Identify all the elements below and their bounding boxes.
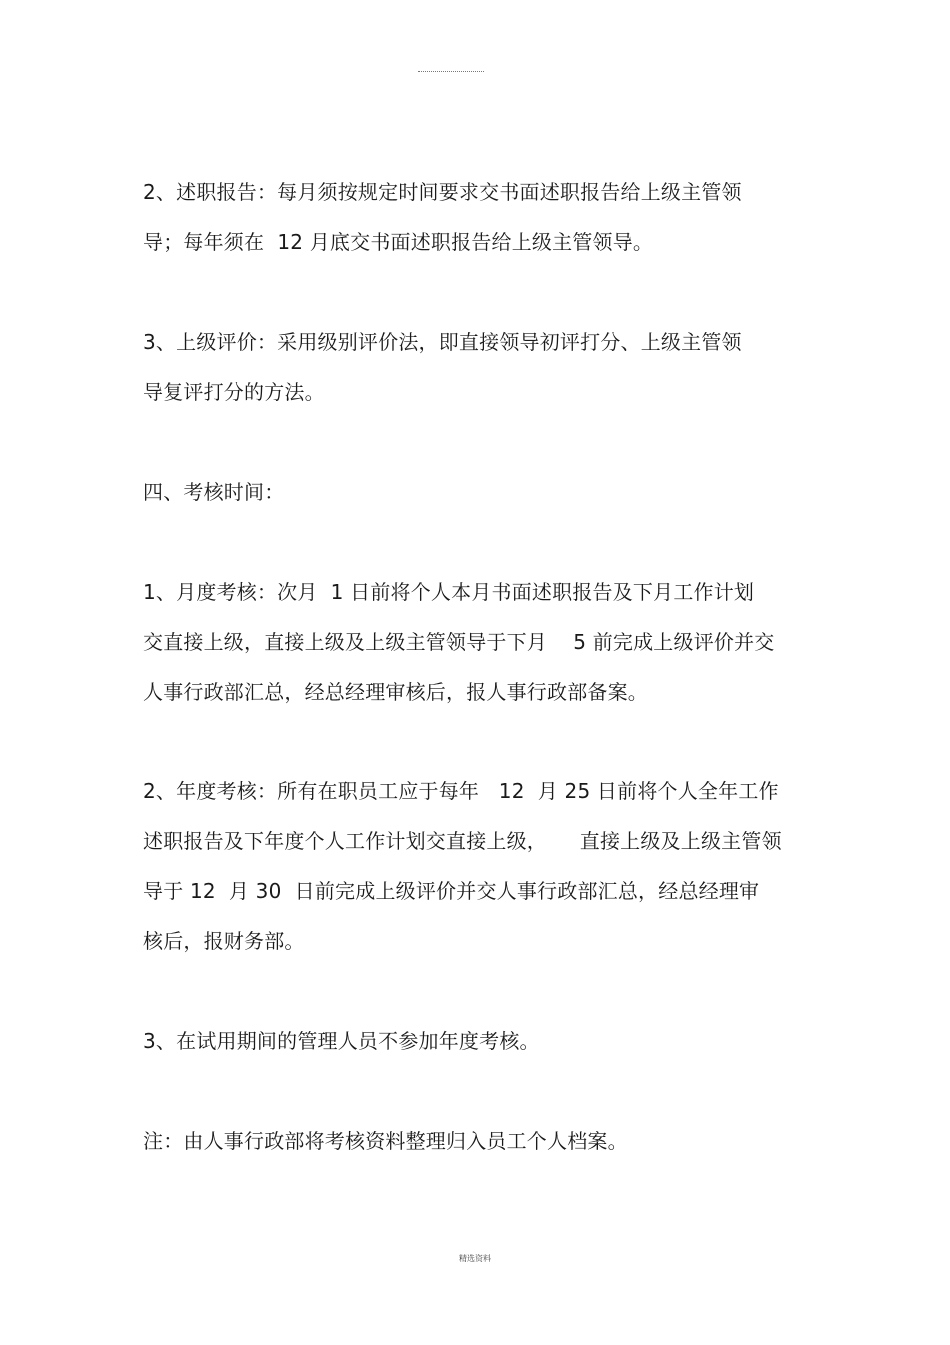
paragraph-line: 2、述职报告：每月须按规定时间要求交书面述职报告给上级主管领 (143, 180, 742, 204)
paragraph-line: 3、上级评价：采用级别评价法，即直接领导初评打分、上级主管领 (143, 330, 742, 354)
paragraph-line: 导于 12 月 30 日前完成上级评价并交人事行政部汇总，经总经理审 (143, 879, 760, 903)
section-heading: 四、考核时间： (143, 480, 285, 504)
page-footer: 精选资料 (459, 1254, 491, 1263)
paragraph-line: 述职报告及下年度个人工作计划交直接上级， 直接上级及上级主管领 (143, 829, 782, 853)
paragraph-line: 导复评打分的方法。 (143, 380, 325, 404)
paragraph-line: 1、月度考核：次月 1 日前将个人本月书面述职报告及下月工作计划 (143, 580, 755, 604)
header-rule (418, 71, 484, 72)
paragraph-line: 核后，报财务部。 (143, 929, 305, 953)
paragraph-line: 3、在试用期间的管理人员不参加年度考核。 (143, 1029, 540, 1053)
paragraph-line: 2、年度考核：所有在职员工应于每年 12 月 25 日前将个人全年工作 (143, 779, 779, 803)
paragraph-line: 交直接上级，直接上级及上级主管领导于下月 5 前完成上级评价并交 (143, 630, 775, 654)
note-line: 注：由人事行政部将考核资料整理归入员工个人档案。 (143, 1129, 628, 1153)
paragraph-line: 人事行政部汇总，经总经理审核后，报人事行政部备案。 (143, 680, 648, 704)
paragraph-line: 导；每年须在 12 月底交书面述职报告给上级主管领导。 (143, 230, 654, 254)
